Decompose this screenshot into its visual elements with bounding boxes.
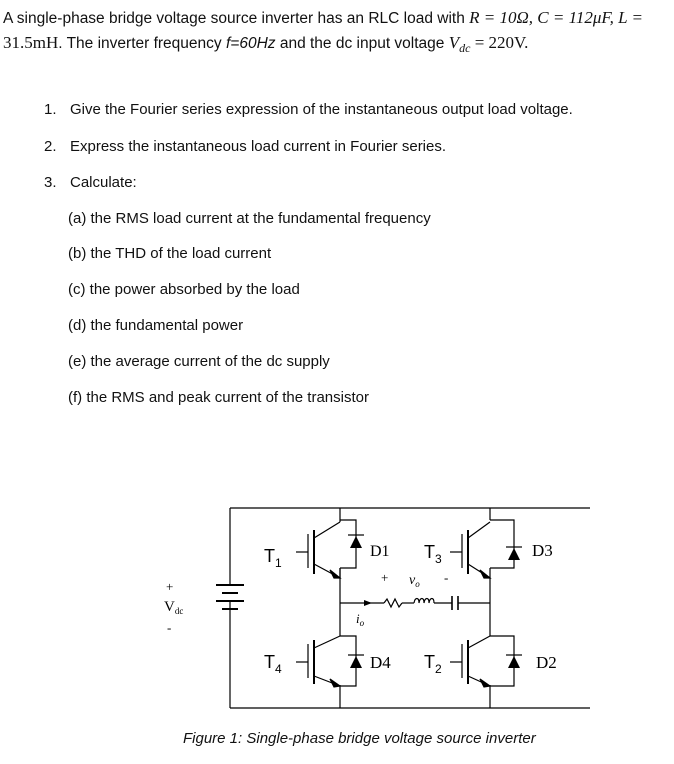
- subquestion-c: (c) the power absorbed by the load: [68, 281, 300, 298]
- vdc-subscript: dc: [459, 41, 471, 56]
- subquestion-a: (a) the RMS load current at the fundamental frequency: [68, 210, 431, 227]
- transistor-t4: [296, 636, 340, 687]
- load-plus: +: [381, 570, 389, 585]
- diode-d4: [340, 636, 364, 686]
- diode-d2: [490, 636, 522, 686]
- dc-source: [216, 585, 244, 617]
- inductance-value: 31.5mH: [3, 33, 59, 52]
- label-d2: D2: [536, 653, 557, 672]
- question-number: 3.: [44, 174, 57, 191]
- subquestion-d: (d) the fundamental power: [68, 317, 244, 334]
- inductor-symbol: [414, 599, 434, 604]
- label-t1: $T_1$: [264, 546, 282, 570]
- label-d1: D1: [370, 543, 390, 560]
- subquestion-f: (f) the RMS and peak current of the transistor: [68, 389, 369, 406]
- intro-text-3: and the dc input voltage: [275, 35, 449, 52]
- label-d3: D3: [532, 541, 553, 560]
- transistor-t1: [296, 520, 340, 578]
- label-vo: $v_o$: [409, 573, 420, 589]
- source-plus: +: [166, 579, 174, 594]
- vdc-symbol: V: [448, 33, 460, 52]
- subquestion-e: (e) the average current of the dc supply: [68, 353, 330, 370]
- intro-text-1: A single-phase bridge voltage source inverter has an RLC load with: [3, 10, 470, 27]
- label-io: $i_o$: [356, 611, 365, 628]
- transistor-t2: [450, 636, 490, 687]
- label-t4: $T_4$: [264, 652, 282, 676]
- question-text: Express the instantaneous load current in Fourier series.: [70, 138, 447, 155]
- rlc-load: [340, 596, 490, 610]
- diode-d1: [340, 520, 364, 568]
- frequency-value: f=60Hz: [225, 35, 276, 52]
- label-t2: $T_2$: [424, 652, 442, 676]
- current-arrow-icon: [364, 600, 372, 606]
- resistor-symbol: [384, 599, 402, 607]
- question-text: Calculate:: [70, 174, 137, 191]
- question-number: 1.: [44, 101, 57, 118]
- diode-d3: [490, 520, 522, 568]
- question-number: 2.: [44, 138, 57, 155]
- subquestion-b: (b) the THD of the load current: [68, 245, 272, 262]
- label-t3: $T_3$: [424, 542, 442, 566]
- source-minus: -: [167, 620, 172, 635]
- intro-text-2: . The inverter frequency: [58, 35, 226, 52]
- question-text: Give the Fourier series expression of the instantaneous output load voltage.: [70, 101, 573, 118]
- vdc-value: = 220V.: [470, 33, 529, 52]
- label-d4: D4: [370, 653, 391, 672]
- figure-caption: Figure 1: Single-phase bridge voltage source inverter: [183, 730, 536, 747]
- dc-rails: [230, 508, 590, 708]
- rcl-values: R = 10Ω, C = 112μF, L =: [469, 8, 643, 27]
- transistor-t3: [450, 522, 490, 578]
- load-minus: -: [444, 570, 449, 585]
- label-vdc: $V_{dc}$: [164, 599, 184, 616]
